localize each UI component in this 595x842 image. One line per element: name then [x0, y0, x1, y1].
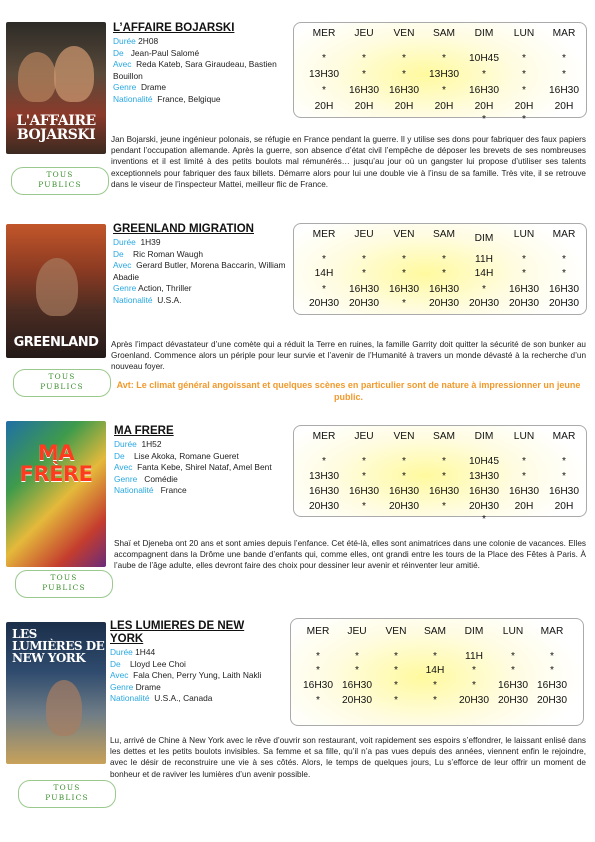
- schedule-showtime: 20H30: [548, 298, 580, 309]
- film-info: [113, 237, 293, 307]
- schedule-no-show: *: [442, 501, 446, 512]
- schedule-column-ven: [384, 23, 424, 117]
- duree-value: 2H08: [138, 36, 159, 46]
- schedule-no-show: *: [322, 284, 326, 295]
- warning-note: Avt: Le climat général angoissant et quelques scènes en particulier sont de nature à impressionner un jeune public.: [116, 380, 581, 402]
- schedule-day-header: JEU: [347, 626, 367, 637]
- nationality-value: U.S.A., Canada: [154, 693, 213, 704]
- schedule-day-header: MER: [306, 626, 330, 637]
- schedule-showtime: 16H30: [536, 680, 568, 691]
- schedule-no-show: *: [394, 695, 398, 706]
- poster-figure: [18, 52, 56, 102]
- schedule-no-show: *: [355, 665, 359, 676]
- poster-image: [6, 622, 106, 764]
- cast-value: Fala Chen, Perry Yung, Laith Nakli: [133, 670, 262, 681]
- schedule-no-show: *: [522, 69, 526, 80]
- schedule-showtime: 16H30: [548, 486, 580, 497]
- schedule-showtime: 14H: [474, 268, 494, 279]
- schedule-showtime: 20H30: [458, 695, 490, 706]
- schedule-no-show: *: [442, 254, 446, 265]
- schedule-showtime: 16H30: [508, 284, 540, 295]
- schedule-no-show: *: [482, 514, 486, 525]
- schedule-showtime: 11H: [475, 254, 493, 265]
- schedule-column-sam: [424, 426, 464, 516]
- public-badge-line: PUBLICS: [38, 180, 82, 189]
- schedule-day-header: MAR: [552, 229, 576, 240]
- schedule-no-show: *: [522, 254, 526, 265]
- schedule-showtime: 20H30: [388, 501, 420, 512]
- schedule-showtime: 20H: [514, 501, 534, 512]
- schedule-showtime: 20H30: [341, 695, 373, 706]
- schedule-showtime: 10H45: [468, 456, 500, 467]
- schedule-column-dim: [464, 224, 504, 314]
- schedule-showtime: 20H30: [308, 298, 340, 309]
- schedule-showtime: 16H30: [388, 486, 420, 497]
- schedule-no-show: *: [322, 254, 326, 265]
- schedule-column-lun: [504, 23, 544, 125]
- film-title: L’AFFAIRE BOJARSKI: [113, 22, 235, 34]
- label-avec: Avec: [113, 260, 132, 271]
- film-title: GREENLAND MIGRATION: [113, 223, 254, 235]
- schedule-showtime: 20H: [474, 101, 494, 112]
- cast-value: Reda Kateb, Sara Giraudeau, Bastien Bouillon: [113, 59, 277, 81]
- synopsis: Lu, arrivé de Chine à New York avec le rêve d’ouvrir son restaurant, voit rapidement ses espoirs s’effondrer, le laissant enlisé dans les dettes et les petits boulots invisibles. Sa femme et sa fille, qu’il n’a pas vues depuis des années, viennent enfin le rejoindre, avec le désir de reconstruire une vie à ses côtés. Alors, le temps de quelques jours, Lu s’efforce de leur offrir un moment de bonheur et de raviver les lumières d’un avenir possible.: [110, 736, 586, 779]
- schedule-no-show: *: [362, 53, 366, 64]
- schedule-no-show: *: [442, 268, 446, 279]
- film-title: MA FRERE: [114, 425, 174, 437]
- public-badge-line: TOUS: [53, 783, 81, 792]
- schedule-no-show: *: [362, 501, 366, 512]
- schedule-showtime: 16H30: [348, 85, 380, 96]
- schedule-no-show: *: [482, 69, 486, 80]
- schedule-showtime: 20H30: [468, 501, 500, 512]
- schedule-no-show: *: [522, 268, 526, 279]
- schedule-showtime: 16H30: [428, 486, 460, 497]
- label-nationalite: Nationalité: [113, 294, 153, 305]
- schedule-no-show: *: [442, 53, 446, 64]
- schedule-column-jeu: [337, 619, 377, 725]
- poster-figure: [54, 46, 94, 102]
- schedule-day-header: SAM: [432, 28, 456, 39]
- poster-image: [6, 421, 106, 567]
- schedule-no-show: *: [511, 651, 515, 662]
- schedule-showtime: 20H30: [308, 501, 340, 512]
- schedule-no-show: *: [522, 53, 526, 64]
- schedule-no-show: *: [522, 114, 526, 125]
- poster-image: [6, 224, 106, 358]
- schedule-day-header: SAM: [432, 431, 456, 442]
- schedule-showtime: 20H30: [508, 298, 540, 309]
- genre-value: Drame: [140, 82, 167, 93]
- schedule-no-show: *: [511, 665, 515, 676]
- director-value: Ric Roman Waugh: [133, 248, 204, 259]
- schedule-column-jeu: [344, 224, 384, 314]
- schedule-day-header: LUN: [513, 229, 535, 240]
- nationality-value: France, Belgique: [157, 93, 221, 104]
- schedule-no-show: *: [562, 268, 566, 279]
- schedule-column-mer: [304, 224, 344, 314]
- schedule-no-show: *: [362, 69, 366, 80]
- schedule-no-show: *: [402, 53, 406, 64]
- schedule-no-show: *: [394, 651, 398, 662]
- schedule-showtime: 11H: [465, 651, 483, 662]
- film-info: [114, 439, 286, 497]
- label-de: De: [114, 450, 125, 461]
- public-badge-line: TOUS: [46, 170, 74, 179]
- schedule-showtime: 16H30: [497, 680, 529, 691]
- poster-image: [6, 22, 106, 154]
- director-value: Jean-Paul Salomé: [130, 47, 200, 58]
- schedule-no-show: *: [522, 471, 526, 482]
- schedule-day-header: DIM: [474, 233, 494, 244]
- schedule-table: [290, 618, 584, 726]
- schedule-column-lun: [493, 619, 533, 725]
- label-avec: Avec: [114, 462, 133, 473]
- schedule-no-show: *: [322, 85, 326, 96]
- schedule-showtime: 20H30: [468, 298, 500, 309]
- schedule-day-header: VEN: [393, 431, 415, 442]
- schedule-no-show: *: [562, 53, 566, 64]
- schedule-showtime: 20H30: [428, 298, 460, 309]
- schedule-showtime: 13H30: [428, 69, 460, 80]
- schedule-day-header: DIM: [474, 431, 494, 442]
- schedule-no-show: *: [562, 471, 566, 482]
- schedule-column-sam: [424, 224, 464, 314]
- schedule-showtime: 16H30: [548, 284, 580, 295]
- public-badge-line: TOUS: [48, 372, 76, 381]
- schedule-no-show: *: [402, 298, 406, 309]
- synopsis: Shaï et Djeneba ont 20 ans et sont amies depuis l’enfance. Cet été-là, elles sont animatrices dans une colonie de vacances. Elles accompagnent dans la Drôme une bande d’enfants qui, comme elles, ont grandi entre les tours de la Place des Fêtes à Paris. À l’aube de l’âge adulte, elles devront faire des choix pour dessiner leur avenir et réinventer leur amitié.: [114, 539, 586, 571]
- schedule-column-dim: [464, 426, 504, 525]
- public-badge: [18, 780, 116, 808]
- schedule-no-show: *: [522, 456, 526, 467]
- public-badge: [13, 369, 111, 397]
- genre-value: Comédie: [144, 473, 178, 484]
- schedule-day-header: MAR: [552, 431, 576, 442]
- schedule-showtime: 16H30: [468, 486, 500, 497]
- schedule-showtime: 16H30: [548, 85, 580, 96]
- label-duree: Durée: [114, 439, 137, 449]
- schedule-day-header: JEU: [354, 28, 374, 39]
- schedule-no-show: *: [522, 85, 526, 96]
- schedule-showtime: 13H30: [308, 69, 340, 80]
- poster-title: GREENLAND: [13, 335, 99, 350]
- schedule-no-show: *: [394, 665, 398, 676]
- schedule-showtime: 14H: [425, 665, 445, 676]
- schedule-showtime: 16H30: [508, 486, 540, 497]
- schedule-day-header: SAM: [423, 626, 447, 637]
- schedule-day-header: JEU: [354, 431, 374, 442]
- public-badge-line: PUBLICS: [42, 583, 86, 592]
- poster-title: LES LUMIÈRES DE NEW YORK: [12, 627, 105, 665]
- schedule-no-show: *: [355, 651, 359, 662]
- poster-figure: [46, 680, 82, 736]
- schedule-column-ven: [384, 224, 424, 314]
- schedule-day-header: DIM: [464, 626, 484, 637]
- schedule-column-dim: [454, 619, 494, 725]
- schedule-no-show: *: [322, 53, 326, 64]
- synopsis: Après l’impact dévastateur d’une comète qui a réduit la Terre en ruines, la famille Garrity doit quitter la sécurité de son bunker au Groenland. Commence alors un périple pour leur survie et l’avenir de l’Humanité à travers un monde dévasté à la recherche d’un nouveau foyer.: [111, 340, 586, 372]
- schedule-day-header: MAR: [540, 626, 564, 637]
- schedule-showtime: 16H30: [428, 284, 460, 295]
- schedule-showtime: 20H30: [348, 298, 380, 309]
- poster-figure: [36, 258, 78, 316]
- schedule-day-header: JEU: [354, 229, 374, 240]
- schedule-showtime: 16H30: [302, 680, 334, 691]
- schedule-showtime: 16H30: [341, 680, 373, 691]
- schedule-column-mar: [544, 426, 584, 516]
- schedule-showtime: 20H30: [536, 695, 568, 706]
- schedule-showtime: 16H30: [348, 284, 380, 295]
- schedule-column-ven: [384, 426, 424, 516]
- schedule-day-header: SAM: [432, 229, 456, 240]
- schedule-column-mar: [544, 224, 584, 314]
- label-de: De: [113, 248, 124, 259]
- schedule-day-header: MER: [312, 28, 336, 39]
- schedule-showtime: 20H: [554, 101, 574, 112]
- schedule-day-header: MER: [312, 229, 336, 240]
- schedule-showtime: 14H: [314, 268, 334, 279]
- label-genre: Genre: [110, 681, 134, 692]
- schedule-column-lun: [504, 224, 544, 314]
- schedule-column-lun: [504, 426, 544, 516]
- public-badge: [15, 570, 113, 598]
- film-info: [113, 36, 283, 106]
- schedule-showtime: 10H45: [468, 53, 500, 64]
- schedule-column-mer: [298, 619, 338, 725]
- label-avec: Avec: [113, 59, 132, 70]
- schedule-no-show: *: [316, 665, 320, 676]
- schedule-column-jeu: [344, 23, 384, 117]
- director-value: Lloyd Lee Choi: [130, 658, 186, 669]
- schedule-day-header: LUN: [513, 431, 535, 442]
- schedule-day-header: DIM: [474, 28, 494, 39]
- label-avec: Avec: [110, 670, 129, 681]
- schedule-no-show: *: [433, 680, 437, 691]
- label-duree: Durée: [110, 647, 133, 657]
- schedule-no-show: *: [442, 85, 446, 96]
- label-nationalite: Nationalité: [113, 93, 153, 104]
- schedule-showtime: 16H30: [308, 486, 340, 497]
- public-badge-line: TOUS: [50, 573, 78, 582]
- schedule-showtime: 20H30: [497, 695, 529, 706]
- schedule-day-header: VEN: [393, 229, 415, 240]
- schedule-day-header: MAR: [552, 28, 576, 39]
- schedule-no-show: *: [550, 651, 554, 662]
- schedule-column-jeu: [344, 426, 384, 516]
- schedule-no-show: *: [442, 456, 446, 467]
- schedule-column-sam: [415, 619, 455, 725]
- schedule-showtime: 20H: [354, 101, 374, 112]
- schedule-no-show: *: [562, 254, 566, 265]
- label-de: De: [113, 47, 124, 58]
- schedule-no-show: *: [322, 456, 326, 467]
- schedule-no-show: *: [362, 268, 366, 279]
- schedule-no-show: *: [402, 456, 406, 467]
- label-duree: Durée: [113, 237, 136, 247]
- schedule-no-show: *: [402, 471, 406, 482]
- schedule-no-show: *: [562, 456, 566, 467]
- schedule-no-show: *: [442, 471, 446, 482]
- synopsis: Jan Bojarski, jeune ingénieur polonais, se réfugie en France pendant la guerre. Il y utilise ses dons pour fabriquer des faux papiers pendant l’occupation allemande. Après la guerre, son absence d’état civil l’empêche de déposer les brevets de ses nombreuses inventions et il est limité à des petits boulots mal rémunérés… jusqu’au jour où un gangster lui propose d’utiliser ses talents exceptionnels pour fabriquer des faux billets. Démarre alors pour lui une double vie à l’insu de sa famille. Très vite, il se retrouve dans le viseur de l’inspecteur Mattei, meilleur flic de France.: [111, 135, 586, 189]
- schedule-no-show: *: [362, 471, 366, 482]
- public-badge-line: PUBLICS: [45, 793, 89, 802]
- schedule-day-header: VEN: [385, 626, 407, 637]
- schedule-no-show: *: [402, 268, 406, 279]
- schedule-no-show: *: [402, 69, 406, 80]
- duree-value: 1H52: [141, 439, 162, 449]
- schedule-column-dim: [464, 23, 504, 125]
- schedule-column-ven: [376, 619, 416, 725]
- genre-value: Action, Thriller: [138, 283, 192, 294]
- schedule-no-show: *: [316, 651, 320, 662]
- label-genre: Genre: [114, 473, 138, 484]
- schedule-showtime: 16H30: [388, 284, 420, 295]
- schedule-no-show: *: [472, 665, 476, 676]
- schedule-column-mar: [532, 619, 572, 725]
- schedule-no-show: *: [550, 665, 554, 676]
- schedule-table: [293, 425, 587, 525]
- label-de: De: [110, 658, 121, 669]
- label-nationalite: Nationalité: [114, 485, 154, 496]
- schedule-no-show: *: [562, 69, 566, 80]
- schedule-showtime: 20H: [514, 101, 534, 112]
- schedule-no-show: *: [482, 284, 486, 295]
- schedule-no-show: *: [362, 456, 366, 467]
- schedule-showtime: 13H30: [468, 471, 500, 482]
- genre-value: Drame: [135, 681, 161, 692]
- schedule-column-mer: [304, 426, 344, 516]
- schedule-no-show: *: [433, 651, 437, 662]
- nationality-value: U.S.A.: [157, 294, 182, 305]
- film-info: [110, 647, 280, 705]
- label-genre: Genre: [113, 82, 137, 93]
- cast-value: Gerard Butler, Morena Baccarin, William Abadie: [113, 260, 286, 282]
- schedule-no-show: *: [316, 695, 320, 706]
- schedule-showtime: 16H30: [388, 85, 420, 96]
- film-title: LES LUMIERES DE NEW YORK: [110, 620, 245, 645]
- poster-title: L'AFFAIRE BOJARSKI: [16, 113, 96, 143]
- duree-value: 1H39: [140, 237, 161, 247]
- duree-value: 1H44: [135, 647, 156, 657]
- schedule-showtime: 20H: [314, 101, 334, 112]
- public-badge-line: PUBLICS: [40, 382, 84, 391]
- schedule-column-mar: [544, 23, 584, 117]
- schedule-showtime: 20H: [394, 101, 414, 112]
- schedule-day-header: LUN: [502, 626, 524, 637]
- schedule-column-sam: [424, 23, 464, 117]
- schedule-no-show: *: [394, 680, 398, 691]
- schedule-column-mer: [304, 23, 344, 117]
- public-badge: [11, 167, 109, 195]
- schedule-day-header: VEN: [393, 28, 415, 39]
- schedule-showtime: 13H30: [308, 471, 340, 482]
- cast-value: Fanta Kebe, Shirel Nataf, Amel Bent: [137, 462, 272, 473]
- schedule-no-show: *: [433, 695, 437, 706]
- schedule-day-header: MER: [312, 431, 336, 442]
- schedule-showtime: 20H: [554, 501, 574, 512]
- poster-title: MA FRÈRE: [19, 441, 93, 486]
- label-nationalite: Nationalité: [110, 693, 150, 704]
- schedule-no-show: *: [362, 254, 366, 265]
- director-value: Lise Akoka, Romane Gueret: [134, 450, 239, 461]
- label-duree: Durée: [113, 36, 136, 46]
- nationality-value: France: [160, 485, 187, 496]
- label-genre: Genre: [113, 283, 137, 294]
- schedule-no-show: *: [472, 680, 476, 691]
- schedule-table: [293, 223, 587, 315]
- schedule-no-show: *: [482, 114, 486, 125]
- schedule-showtime: 16H30: [468, 85, 500, 96]
- schedule-day-header: LUN: [513, 28, 535, 39]
- schedule-showtime: 16H30: [348, 486, 380, 497]
- schedule-table: [293, 22, 587, 125]
- schedule-no-show: *: [402, 254, 406, 265]
- schedule-showtime: 20H: [434, 101, 454, 112]
